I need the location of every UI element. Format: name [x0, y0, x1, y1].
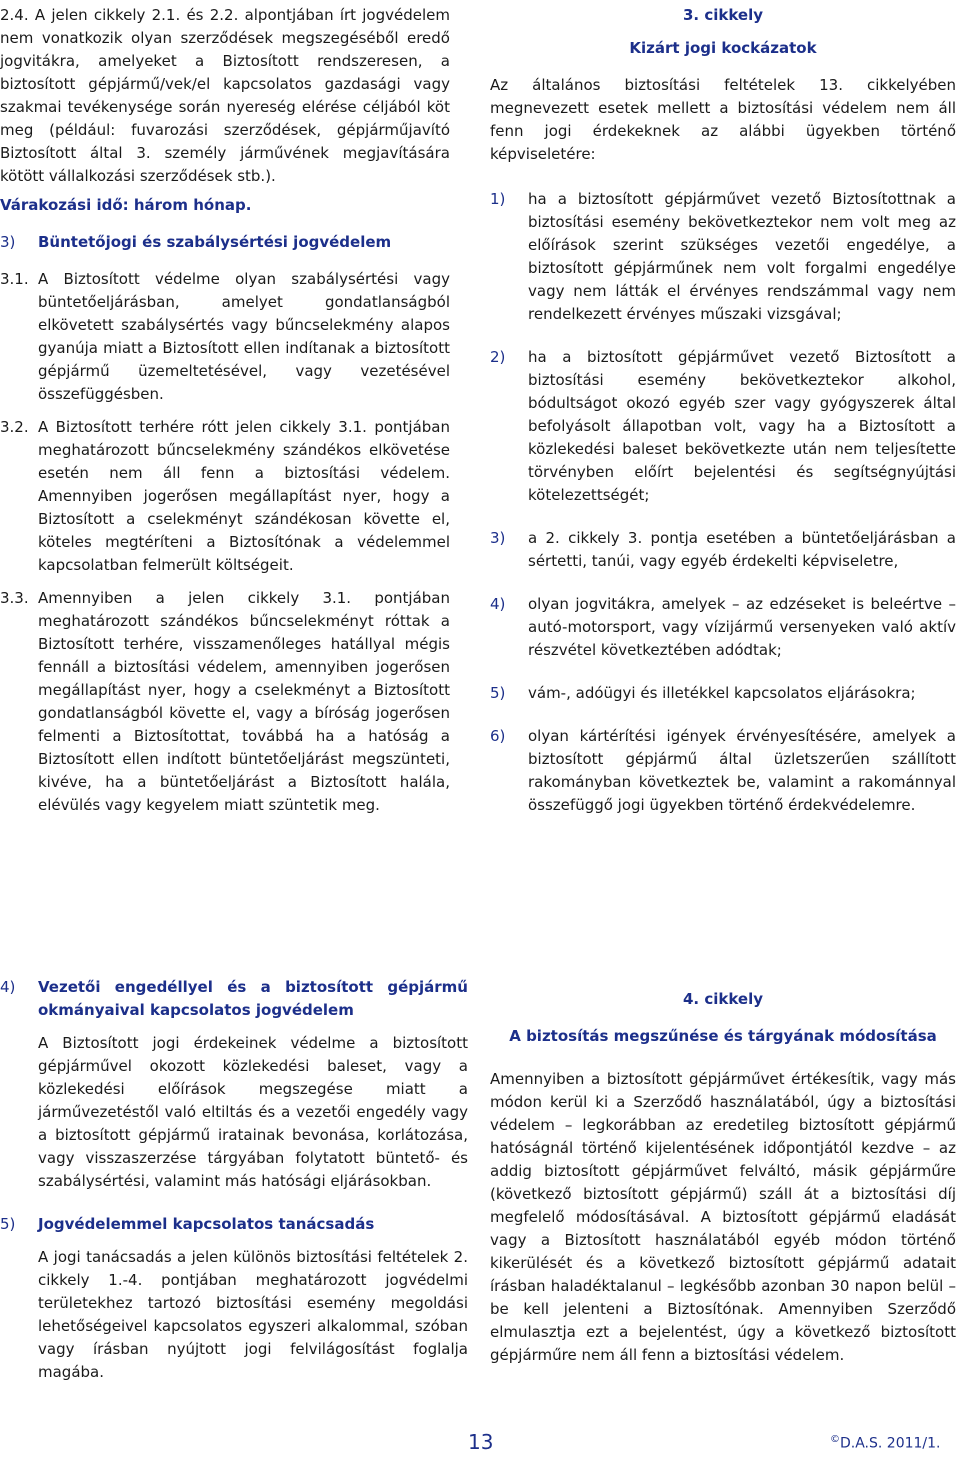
section-4-heading — [0, 976, 468, 1022]
paragraph-3-1-number: 3.1. — [0, 270, 29, 288]
waiting-period: Várakozási idő: három hónap. — [0, 196, 252, 214]
exclusion-item-text: ha a biztosított gépjárművet vezető Biztosított a biztosítási esemény bekövetkeztekor alkohol, bódultságot okozó egyéb szer vagy gyógyszerek által befolyásolt állapotban volt, vagy ha a Biztosított a közlekedési baleset bekövetkezte után nem teljesítette törvényben előírt bejelentési és segítségnyújtási kötelezettségét; — [528, 348, 956, 504]
article-3-intro: Az általános biztosítási feltételek 13. cikkelyében megnevezett esetek mellett a biztosítási védelem nem áll fenn jogi érdekeknek az alábbi ügyekben történő képviseletére: — [490, 76, 956, 163]
exclusion-item-number: 3) — [490, 529, 506, 547]
paragraph-3-2-text: A Biztosított terhére rótt jelen cikkely 3.1. pontjában meghatározott bűncselekmény szándékos elkövetése esetén nem áll fenn a biztosítási védelem. Amennyiben jogerősen megállapítást nyer, hogy a Biztosított a cselekményt szándékosan követte el, köteles megtéríteni a Biztosítónak a védelemmel kapcsolatban felmerült költségeit. — [38, 418, 450, 574]
exclusion-item-number: 1) — [490, 190, 506, 208]
left-column-top — [0, 4, 450, 817]
paragraph-3-3 — [0, 587, 450, 817]
section-4-title: Vezetői engedéllyel és a biztosított gépjármű okmányaival kapcsolatos jogvédelem — [38, 978, 468, 1019]
exclusion-list — [490, 188, 956, 817]
left-column-bottom — [0, 976, 468, 1384]
section-5-body-text: A jogi tanácsadás a jelen különös biztosítási feltételek 2. cikkely 1.-4. pontjában meghatározott jogvédelmi területekhez tartozó biztosítási esemény megoldási lehetőségeivel kapcsolatos egyszeri alkalommal, szóban vagy írásban nyújtott jogi felvilágosítást foglalja magába. — [38, 1248, 468, 1381]
section-5-body — [0, 1246, 468, 1384]
section-4-number: 4) — [0, 978, 16, 996]
paragraph-3-2-number: 3.2. — [0, 418, 29, 436]
copyright-symbol: © — [830, 1434, 840, 1445]
exclusion-item — [490, 593, 956, 662]
section-3-number: 3) — [0, 233, 16, 251]
copyright-text: D.A.S. 2011/1. — [840, 1435, 941, 1452]
paragraph-3-3-text: Amennyiben a jelen cikkely 3.1. pontjában meghatározott szándékos bűncselekményt róttak a Biztosított terhére, visszamenőleges hatállyal mégis fennáll a biztosítási védelem, amennyiben jogerősen megállapítást nyer, hogy a cselekményt a Biztosított gondatlanságból követte el, vagy a bíróság jogerősen felmenti a Biztosítottat, továbbá ha a hatóság a Biztosított ellen indított büntetőeljárást megszünteti, kivéve, ha a büntetőeljárást a Biztosított halála, elévülés vagy kegyelem miatt szüntetik meg. — [38, 589, 450, 814]
copyright — [830, 1434, 941, 1452]
paragraph-3-2 — [0, 416, 450, 577]
paragraph-2-4 — [0, 4, 450, 188]
paragraph-3-1 — [0, 268, 450, 406]
exclusion-item-number: 2) — [490, 348, 506, 366]
article-3-title: Kizárt jogi kockázatok — [629, 39, 817, 57]
exclusion-item-text: ha a biztosított gépjárművet vezető Biztosítottnak a biztosítási esemény bekövetkeztekor nem volt meg az előírások szerint szükséges vezetői engedélye, a biztosított gépjárműnek nem volt forgalmi engedélye vagy nem látták el érvényes rendszámmal vagy nem rendelkezett érvényes műszaki vizsgával; — [528, 190, 956, 323]
right-column-bottom — [490, 988, 956, 1367]
exclusion-item-number: 4) — [490, 595, 506, 613]
exclusion-item-text: olyan kártérítési igények érvényesítésére, amelyek a biztosított gépjármű által üzletszerűen szállított rakományban következtek be, valamint a rakománnyal összefüggő jogi ügyekben történő érdekvédelemre. — [528, 727, 956, 814]
article-3-number: 3. cikkely — [682, 6, 764, 24]
exclusion-item — [490, 682, 956, 705]
page-number: 13 — [468, 1430, 494, 1454]
exclusion-item-number: 6) — [490, 727, 506, 745]
section-3-title: Büntetőjogi és szabálysértési jogvédelem — [38, 233, 392, 251]
section-5-heading — [0, 1213, 468, 1236]
section-4-body-text: A Biztosított jogi érdekeinek védelme a biztosított gépjárművel okozott közlekedési baleset, vagy a közlekedési előírások megszegése miatt a járművezetéstől való eltiltás és a vezetői engedély vagy a biztosított gépjármű iratainak bevonása, korlátozása, vagy visszaszerzése tárgyában folytatott büntető- és szabálysértési, valamint más hatósági eljárásokban. — [38, 1034, 468, 1190]
exclusion-item — [490, 527, 956, 573]
article-4-body: Amennyiben a biztosított gépjárművet értékesítik, vagy más módon kerül ki a Szerződő használatából, úgy a biztosítási védelem – legkorábban az eredetileg biztosított gépjármű hatóságnál történő kijelentésének időpontjától kezdve – az addig biztosított gépjárművet felváltó, másik gépjárműre (következő biztosított gépjármű) száll át a biztosítási díj megfelelő módosításával. A biztosított gépjármű eladását vagy a Biztosított használatából egyéb módon történő kikerülését és a következő biztosított gépjármű adatait írásban haladéktalanul – legkésőbb azonban 30 napon belül – be kell jelenteni a Biztosítónak. Amennyiben Szerződő elmulasztja ezt a bejelentést, úgy a következő biztosított gépjárműre nem áll fenn a biztosítási védelem. — [490, 1070, 956, 1364]
exclusion-item-text: vám-, adóügyi és illetékkel kapcsolatos eljárásokra; — [528, 684, 916, 702]
exclusion-item — [490, 725, 956, 817]
section-5-number: 5) — [0, 1215, 16, 1233]
right-column-top — [490, 4, 956, 817]
paragraph-3-3-number: 3.3. — [0, 589, 29, 607]
exclusion-item — [490, 188, 956, 326]
exclusion-item-text: a 2. cikkely 3. pontja esetében a büntetőeljárásban a sértetti, tanúi, vagy egyéb érdekelti képviseletre, — [528, 529, 956, 570]
article-4-number: 4. cikkely — [682, 990, 764, 1008]
article-4-title: A biztosítás megszűnése és tárgyának módosítása — [509, 1027, 937, 1045]
paragraph-2-4-text: 2.4. A jelen cikkely 2.1. és 2.2. alpontjában írt jogvédelem nem vonatkozik olyan szerződések megszegéséből eredő jogvitákra, amelyeket a Biztosított rendszeresen, a biztosított gépjármű/vek/el kapcsolatos gazdasági vagy szakmai tevékenysége során nyereség elérése céljából köt meg (például: fuvarozási szerződések, gépjárműjavító Biztosított által 3. személy járművének megjavítására kötött vállalkozási szerződések stb.). — [0, 6, 450, 185]
paragraph-3-1-text: A Biztosított védelme olyan szabálysértési vagy büntetőeljárásban, amelyet gondatlanságból elkövetett szabálysértés vagy bűncselekmény alapos gyanúja miatt a Biztosított ellen indítanak a biztosított gépjármű üzemeltetésével, vagy vezetésével összefüggésben. — [38, 270, 450, 403]
section-3-heading — [0, 231, 450, 254]
exclusion-item-number: 5) — [490, 684, 506, 702]
exclusion-item — [490, 346, 956, 507]
section-4-body — [0, 1032, 468, 1193]
section-5-title: Jogvédelemmel kapcsolatos tanácsadás — [38, 1215, 375, 1233]
exclusion-item-text: olyan jogvitákra, amelyek – az edzéseket is beleértve – autó-motorsport, vagy vízijármű versenyeken való aktív részvétel következtében adódtak; — [528, 595, 956, 659]
